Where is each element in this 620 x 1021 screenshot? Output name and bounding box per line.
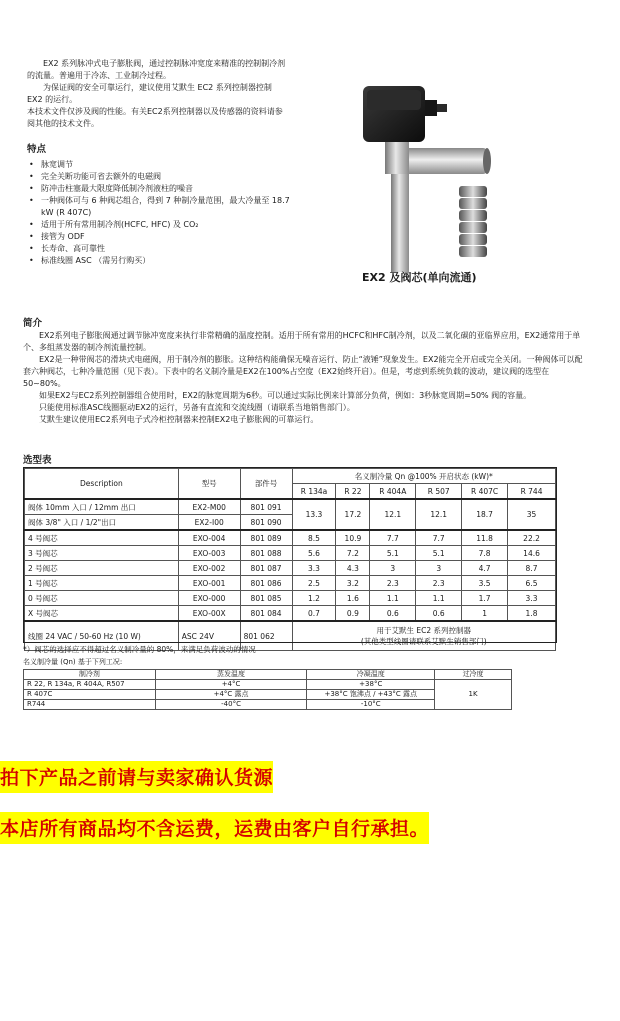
row-value: 0.9 (336, 606, 370, 622)
feature-item: • 完全关断功能可省去额外的电磁阀 (27, 171, 297, 183)
product-photo (355, 76, 505, 276)
header-model: 型号 (178, 469, 240, 500)
promo-banner-shipping: 本店所有商品均不含运费，运费由客户自行承担。 (0, 812, 429, 844)
feature-item: • 防冲击柱塞最大限度降低制冷剂液柱的噪音 (27, 183, 297, 195)
header-refrigerant: R 22 (336, 484, 370, 500)
feature-item: • 接管为 ODF (27, 231, 297, 243)
header-refrigerant: R 407C (462, 484, 508, 500)
intro-text (27, 58, 289, 130)
feature-item: • 长寿命、高可靠性 (27, 243, 297, 255)
cond-condensing: +38°C (307, 680, 435, 690)
table-row (25, 606, 556, 622)
table-row (25, 499, 556, 515)
feature-item: • 标准线圈 ASC （需另行购买） (27, 255, 297, 267)
row-value: 22.2 (508, 530, 556, 546)
row-part: 801 088 (240, 546, 292, 561)
table-row (25, 576, 556, 591)
coil-note-line-1: 用于艾默生 EC2 系列控制器 (376, 626, 472, 635)
row-part: 801 084 (240, 606, 292, 622)
footnote: *）阀芯的选择应不得超过名义制冷量的 80%，来满足负荷波动的情况 (23, 645, 256, 654)
row-value: 0.6 (416, 606, 462, 622)
feature-item: • 脉宽调节 (27, 159, 297, 171)
row-value: 1.1 (416, 591, 462, 606)
cond-evaporating: -40°C (155, 700, 307, 710)
row-value: 3.5 (462, 576, 508, 591)
row-model: EX2-M00 (178, 499, 240, 515)
row-value: 7.7 (370, 530, 416, 546)
row-value: 11.8 (462, 530, 508, 546)
table-row (25, 530, 556, 546)
table-row (25, 591, 556, 606)
row-value: 14.6 (508, 546, 556, 561)
product-caption: EX2 及阀芯(单向流通) (362, 271, 477, 284)
row-value: 18.7 (462, 499, 508, 530)
row-value: 0.6 (370, 606, 416, 622)
row-part: 801 087 (240, 561, 292, 576)
summary-paragraph-3: 如果EX2与EC2系列控制器组合使用时，EX2的脉宽周期为6秒。可以通过实际比例来计算部分负荷，例如：3秒脉宽周期=50% 阀的容量。 (39, 391, 532, 400)
intro-paragraph-1: EX2 系列脉冲式电子膨胀阀，通过控制脉冲宽度来精准的控制制冷剂的流量。普遍用于冷冻、工业制冷过程。 (27, 59, 286, 80)
row-value: 5.6 (292, 546, 336, 561)
cond-refrigerant: R 407C (24, 690, 156, 700)
row-value: 1.7 (462, 591, 508, 606)
row-value: 12.1 (370, 499, 416, 530)
coil-model: ASC 24V (178, 621, 240, 651)
row-model: EXO-00X (178, 606, 240, 622)
row-value: 17.2 (336, 499, 370, 530)
row-value: 8.5 (292, 530, 336, 546)
row-value: 1.6 (336, 591, 370, 606)
row-part: 801 085 (240, 591, 292, 606)
row-value: 2.3 (370, 576, 416, 591)
summary-paragraph-4: 只能使用标准ASC线圈驱动EX2的运行，另备有直流和交流线圈（请联系当地销售部门）。 (39, 403, 355, 412)
summary-paragraph-1: EX2系列电子膨胀阀通过调节脉冲宽度来执行非常精确的温度控制。适用于所有常用的HCFC和HFC制冷剂，以及二氧化碳的亚临界应用，EX2通常用于单个、多组蒸发器的制冷剂流量控制。 (23, 331, 581, 352)
header-refrigerant: R 744 (508, 484, 556, 500)
selection-title: 选型表 (23, 455, 52, 466)
row-value: 7.2 (336, 546, 370, 561)
features-title: 特点 (27, 144, 47, 155)
cond-condensing: -10°C (307, 700, 435, 710)
header-part: 部件号 (240, 469, 292, 500)
row-description: 0 号阀芯 (25, 591, 179, 606)
table-row (24, 680, 512, 690)
feature-item: • 适用于所有常用制冷剂(HCFC, HFC) 及 CO₂ (27, 219, 297, 231)
row-value: 3.3 (292, 561, 336, 576)
row-value: 6.5 (508, 576, 556, 591)
row-description: 1 号阀芯 (25, 576, 179, 591)
row-value: 7.8 (462, 546, 508, 561)
features-list (27, 159, 297, 267)
promo-banner-source: 拍下产品之前请与卖家确认货源 (0, 761, 273, 793)
cond-refrigerant: R744 (24, 700, 156, 710)
row-value: 4.7 (462, 561, 508, 576)
coil-description: 线圈 24 VAC / 50-60 Hz (10 W) (25, 621, 179, 651)
row-description: 阀体 10mm 入口 / 12mm 出口 (25, 499, 179, 515)
cond-refrigerant: R 22, R 134a, R 404A, R507 (24, 680, 156, 690)
coil-part: 801 062 (240, 621, 292, 651)
row-model: EXO-001 (178, 576, 240, 591)
header-description: Description (25, 469, 179, 500)
row-model: EXO-000 (178, 591, 240, 606)
header-refrigerant: R 134a (292, 484, 336, 500)
feature-item: • 一种阀体可与 6 种阀芯组合，得到 7 种制冷量范围，最大冷量至 18.7 kW (R 407C) (27, 195, 297, 219)
row-model: EXO-003 (178, 546, 240, 561)
header-refrigerant: R 404A (370, 484, 416, 500)
row-description: 4 号阀芯 (25, 530, 179, 546)
valve-illustration (355, 76, 505, 276)
summary-title: 简介 (23, 318, 43, 329)
cond-header: 制冷剂 (24, 670, 156, 680)
intro-paragraph-2: 为保证阀的安全可靠运行，建议使用艾默生 EC2 系列控制器控制 EX2 的运行。 (27, 83, 272, 104)
row-value: 5.1 (416, 546, 462, 561)
conditions-caption: 名义制冷量 (Qn) 基于下列工况: (23, 658, 123, 666)
selection-table (24, 468, 556, 651)
row-value: 1.1 (370, 591, 416, 606)
row-value: 3 (370, 561, 416, 576)
table-row (25, 546, 556, 561)
row-model: EXO-004 (178, 530, 240, 546)
row-value: 12.1 (416, 499, 462, 530)
row-value: 1 (462, 606, 508, 622)
cond-evaporating: +4°C (155, 680, 307, 690)
table-row (25, 561, 556, 576)
row-value: 7.7 (416, 530, 462, 546)
row-part: 801 091 (240, 499, 292, 515)
row-value: 35 (508, 499, 556, 530)
cond-header: 冷凝温度 (307, 670, 435, 680)
coil-note-line-2: (其他类型线圈请联系艾默生销售部门) (360, 637, 487, 646)
row-model: EX2-I00 (178, 515, 240, 531)
row-value: 2.3 (416, 576, 462, 591)
row-value: 10.9 (336, 530, 370, 546)
row-value: 5.1 (370, 546, 416, 561)
row-value: 1.2 (292, 591, 336, 606)
row-value: 4.3 (336, 561, 370, 576)
orifice-set (459, 186, 487, 257)
row-part: 801 086 (240, 576, 292, 591)
intro-paragraph-3: 本技术文件仅涉及阀的性能。有关EC2系列控制器以及传感器的资料请参阅其他的技术文件。 (27, 107, 283, 128)
coil-note (292, 621, 555, 651)
row-description: 3 号阀芯 (25, 546, 179, 561)
row-value: 8.7 (508, 561, 556, 576)
summary-section (23, 318, 590, 426)
conditions-table (23, 669, 512, 710)
row-value: 3.2 (336, 576, 370, 591)
row-description: X 号阀芯 (25, 606, 179, 622)
cond-header: 过冷度 (435, 670, 512, 680)
row-description: 2 号阀芯 (25, 561, 179, 576)
row-value: 2.5 (292, 576, 336, 591)
row-description: 阀体 3/8" 入口 / 1/2"出口 (25, 515, 179, 531)
summary-paragraph-5: 艾默生建议使用EC2系列电子式冷柜控制器来控制EX2电子膨胀阀的可靠运行。 (39, 415, 319, 424)
row-part: 801 089 (240, 530, 292, 546)
cond-condensing: +38°C 饱沸点 / +43°C 露点 (307, 690, 435, 700)
header-capacity: 名义制冷量 Qn @100% 开启状态 (kW)* (292, 469, 555, 484)
cond-subcooling: 1K (435, 680, 512, 710)
features-section (27, 144, 297, 267)
row-value: 13.3 (292, 499, 336, 530)
row-part: 801 090 (240, 515, 292, 531)
row-model: EXO-002 (178, 561, 240, 576)
header-refrigerant: R 507 (416, 484, 462, 500)
cond-evaporating: +4°C 露点 (155, 690, 307, 700)
cond-header: 蒸发温度 (155, 670, 307, 680)
row-value: 3.3 (508, 591, 556, 606)
row-value: 0.7 (292, 606, 336, 622)
row-value: 3 (416, 561, 462, 576)
row-value: 1.8 (508, 606, 556, 622)
summary-paragraph-2: EX2是一种带阀芯的滑块式电磁阀，用于制冷剂的膨胀。这种结构能确保无噪音运行、防止“液锤”现象发生。EX2能完全开启或完全关闭。一种阀体可以配套六种阀芯，七种冷量范围（见下表）。下表中的名义制冷量是EX2在100%占空度（EX2始终开启）。但是，考虑到系统负载的波动，建议阀的选型在50~80%。 (23, 355, 583, 388)
